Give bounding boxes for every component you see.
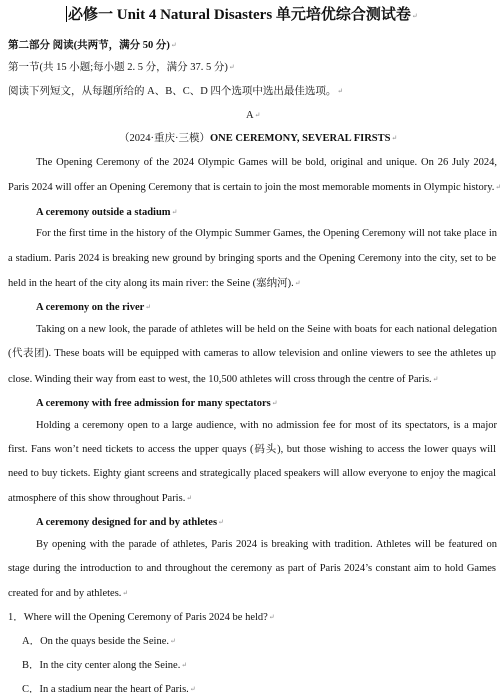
- paragraph-line: Taking on a new look, the parade of athletes will be held on the Seine with boats for each national delegation: [36, 324, 497, 335]
- answer-option-b[interactable]: B．In the city center along the Seine.↵: [22, 660, 188, 671]
- answer-option-a[interactable]: A．On the quays beside the Seine.↵: [22, 636, 176, 647]
- paragraph-line: first. Fans won’t need tickets to access the upper quays (码头), but those wishing to access the lower quays will: [8, 444, 496, 455]
- part-heading: 第二部分 阅读(共两节，满分 50 分)↵: [8, 40, 177, 51]
- document-title: 必修一 Unit 4 Natural Disasters 单元培优综合测试卷↵: [68, 7, 418, 23]
- section-heading: 第一节(共 15 小题;每小题 2. 5 分，满分 37. 5 分)↵: [8, 62, 235, 73]
- section-subheading: A ceremony outside a stadium↵: [36, 207, 178, 218]
- paragraph-line: Paris 2024 will offer an Opening Ceremony that is certain to join the most memorable moments in Olympic history.↵: [8, 182, 501, 193]
- question-text: Where will the Opening Ceremony of Paris 2024 be held?: [23, 612, 268, 623]
- instructions: 阅读下列短文，从每题所给的 A、B、C、D 四个选项中选出最佳选项。↵: [8, 86, 344, 97]
- paragraph-line: Holding a ceremony open to a large audience, with no admission fee for most of its spectators, is a major: [36, 420, 497, 431]
- paragraph-line: By opening with the parade of athletes, Paris 2024 is breaking with tradition. Athletes will be featured on: [36, 539, 497, 550]
- answer-option-c[interactable]: C．In a stadium near the heart of Paris.↵: [22, 684, 196, 695]
- paragraph-line: (代表团). These boats will be equipped with cameras to allow television and online viewers to see the athletes up: [8, 348, 496, 359]
- paragraph-line: need to buy tickets. Eighty giant screens and strategically placed speakers will allow everyone to enjoy the magical: [8, 468, 496, 479]
- question-stem: 1．Where will the Opening Ceremony of Paris 2024 be held?↵: [8, 612, 275, 623]
- passage-title: （2024·重庆·三模）ONE CEREMONY, SEVERAL FIRSTS↵: [119, 133, 398, 144]
- question-number: 1．: [8, 612, 24, 623]
- section-subheading: A ceremony designed for and by athletes↵: [36, 517, 224, 528]
- passage-label: A↵: [246, 110, 261, 121]
- paragraph-line: The Opening Ceremony of the 2024 Olympic Games will be bold, original and unique. On 26 July 2024,: [36, 157, 497, 168]
- section-subheading: A ceremony on the river↵: [36, 302, 152, 313]
- text-cursor: [66, 6, 67, 22]
- paragraph-line: held in the heart of the city along its main river: the Seine (塞纳河).↵: [8, 278, 301, 289]
- paragraph-line: atmosphere of this show throughout Paris.↵: [8, 493, 193, 504]
- paragraph-line: a stadium. Paris 2024 is breaking new ground by bringing sports and the Opening Ceremony into the city, set to be: [8, 253, 496, 264]
- paragraph-line: For the first time in the history of the Olympic Summer Games, the Opening Ceremony will not take place in: [36, 228, 497, 239]
- paragraph-line: created for and by athletes.↵: [8, 588, 129, 599]
- paragraph-line: stage during the introduction to and throughout the ceremony as part of Paris 2024’s constant aim to hold Games: [8, 563, 496, 574]
- section-subheading: A ceremony with free admission for many spectators↵: [36, 398, 278, 409]
- paragraph-line: close. Winding their way from east to west, the 10,500 athletes will cross through the centre of Paris.↵: [8, 374, 439, 385]
